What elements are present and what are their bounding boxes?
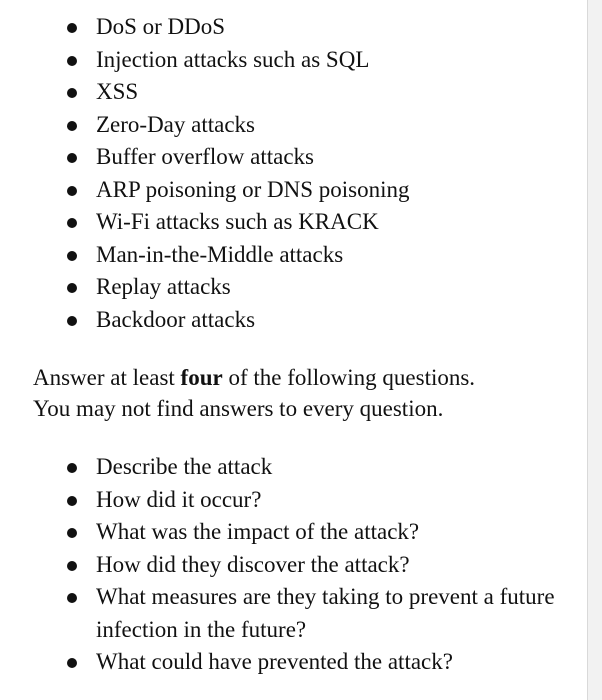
list-item-backdoor: Backdoor attacks [0, 304, 587, 337]
question-item-describe: Describe the attack [0, 451, 587, 484]
question-item-prevented: What could have prevented the attack? [0, 646, 587, 679]
instructions-prefix: Answer at least [33, 365, 181, 390]
attack-type-list [0, 11, 587, 336]
list-item-wifi: Wi-Fi attacks such as KRACK [0, 206, 587, 239]
instructions-suffix: of the following questions. [222, 365, 476, 390]
instructions-paragraph [33, 362, 573, 424]
list-item-zero-day: Zero-Day attacks [0, 109, 587, 142]
list-item-injection: Injection attacks such as SQL [0, 44, 587, 77]
list-item-arp-dns: ARP poisoning or DNS poisoning [0, 174, 587, 207]
question-item-impact: What was the impact of the attack? [0, 516, 587, 549]
list-item-dos: DoS or DDoS [0, 11, 587, 44]
question-item-measures: What measures are they taking to prevent a future infection in the future? [0, 581, 587, 646]
question-item-occur: How did it occur? [0, 484, 587, 517]
list-item-mitm: Man-in-the-Middle attacks [0, 239, 587, 272]
instructions-emphasis: four [180, 365, 223, 390]
list-item-replay: Replay attacks [0, 271, 587, 304]
question-list [0, 451, 587, 679]
list-item-xss: XSS [0, 76, 587, 109]
instructions-note: You may not find answers to every question. [33, 396, 444, 421]
scrollbar-track[interactable] [588, 0, 602, 700]
list-item-buffer-overflow: Buffer overflow attacks [0, 141, 587, 174]
question-item-discover: How did they discover the attack? [0, 549, 587, 582]
